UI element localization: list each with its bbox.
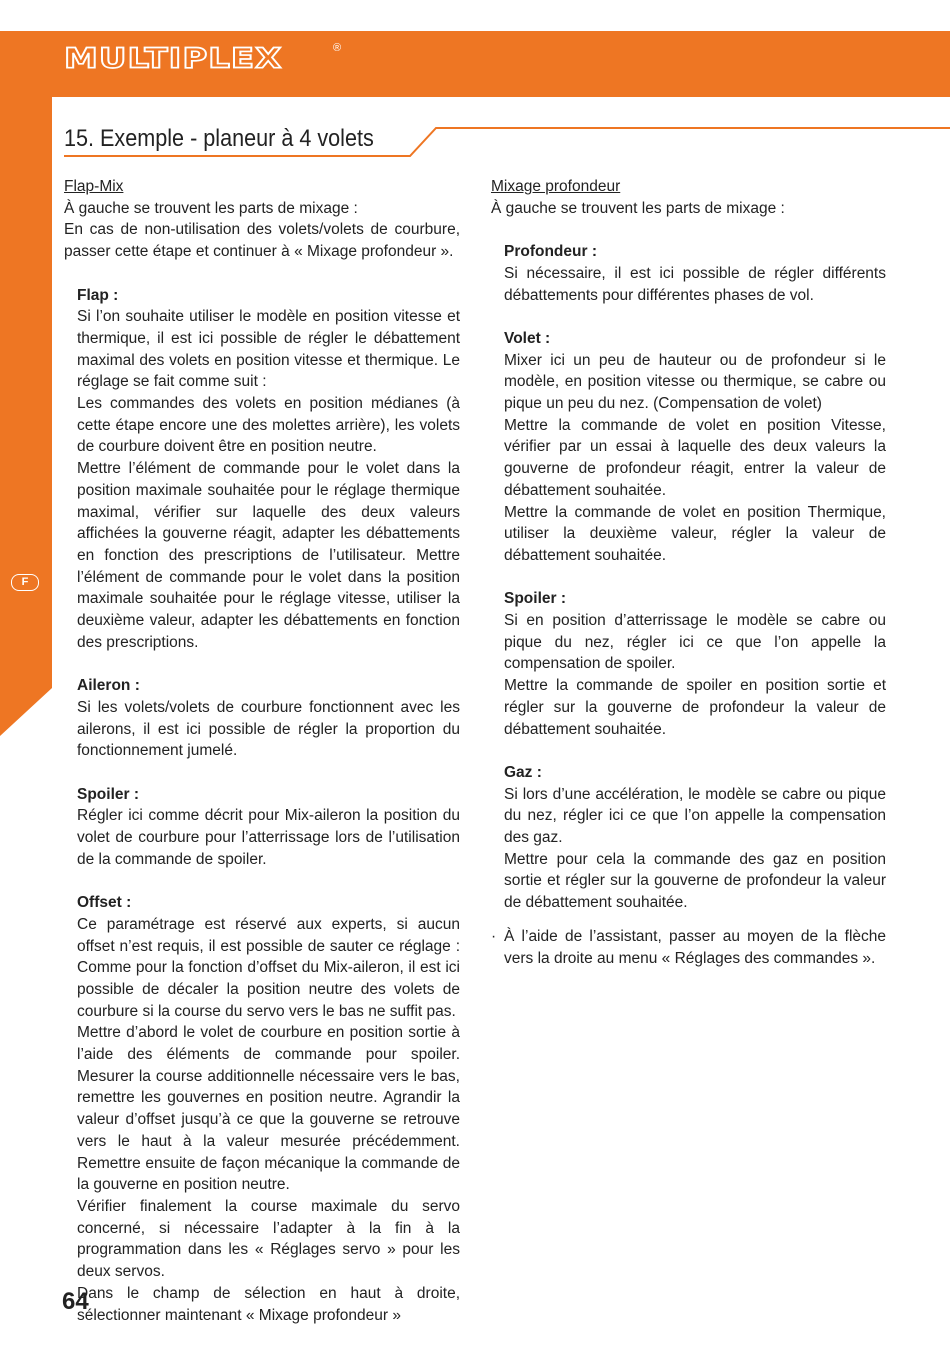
- intro-text: À gauche se trouvent les parts de mixage :: [64, 199, 358, 217]
- paragraph: Mettre d’abord le volet de courbure en position sortie à l’aide des éléments de commande pour spoiler. Mesurer la course additionnelle nécessaire vers le bas, remettre les gouvernes en position neutre. Agrandir la valeur d’offset jusqu’à ce que la gouverne se retrouve vers le haut à la valeur mesurée précédemment. Remettre ensuite de façon mécanique la commande de la gouverne en position neutre.: [77, 1024, 460, 1194]
- section-title: Spoiler :: [77, 785, 140, 803]
- paragraph: Dans le champ de sélection en haut à droite, sélectionner maintenant « Mixage profondeur »: [77, 1284, 460, 1324]
- paragraph: Ce paramétrage est réservé aux experts, si aucun offset n’est requis, il est possible de sauter ce réglage : Comme pour la fonction d’offset du Mix-aileron, il est ici possible de décaler la position neutre des volets de courbure si la course du servo vers le bas ne suffit pas.: [77, 915, 460, 1020]
- side-tab: [0, 96, 52, 736]
- paragraph: Si en position d’atterrissage le modèle se cabre ou pique du nez, régler ici ce que l’on appelle la compensation de spoiler.: [504, 612, 886, 673]
- profondeur-sections: [491, 241, 886, 914]
- section-title: Profondeur :: [504, 243, 597, 261]
- paragraph: Régler ici comme décrit pour Mix-aileron la position du volet de courbure pour l’atterrissage lors de l’utilisation de la commande de spoiler.: [77, 807, 460, 868]
- page-title: 15. Exemple - planeur à 4 volets: [64, 125, 374, 152]
- paragraph: Si l’on souhaite utiliser le modèle en position vitesse et thermique, il est ici possible de régler le débattement maximal des volets en position vitesse et thermique. Le réglage se fait comme suit :: [77, 308, 460, 391]
- registered-mark: ®: [333, 42, 342, 54]
- intro-text: En cas de non-utilisation des volets/volets de courbure, passer cette étape et continuer à « Mixage profondeur ».: [64, 221, 460, 261]
- language-badge: F: [11, 574, 39, 591]
- paragraph: Mettre l’élément de commande pour le volet dans la position maximale souhaitée pour le réglage thermique maximal, vérifier sur laquelle des deux valeurs affichées la gouverne réagit, adapter les débattements en fonction des prescriptions de l’utilisateur. Mettre l’élément de commande pour le volet dans la position maximale souhaitée pour le réglage vitesse, utiliser la deuxième valeur, adapter les débattements en fonction des prescriptions.: [77, 460, 460, 651]
- paragraph: Mettre la commande de volet en position Vitesse, vérifier par un essai à laquelle des deux valeurs la gouverne de profondeur réagit, entrer la valeur de débattement souhaitée.: [504, 416, 886, 499]
- bullet-dot-icon: ·: [491, 927, 497, 945]
- section-title: Volet :: [504, 329, 551, 347]
- section-title: Spoiler :: [504, 590, 567, 608]
- bullet-item: [491, 926, 886, 969]
- paragraph: Si lors d’une accélération, le modèle se cabre ou pique du nez, régler ici ce que l’on appelle la compensation des gaz.: [504, 785, 886, 847]
- section-title: Offset :: [77, 894, 132, 912]
- paragraph: Si nécessaire, il est ici possible de régler différents débattements pour différentes phases de vol.: [504, 264, 886, 304]
- page-number: 64: [62, 1288, 89, 1315]
- paragraph: Vérifier finalement la course maximale du servo concerné, si nécessaire l’adapter à la fin à la programmation dans les « Réglages servo » pour les deux servos.: [77, 1197, 460, 1281]
- flap-mix-heading: Flap-Mix: [64, 178, 124, 195]
- paragraph: Si les volets/volets de courbure fonctionnent avec les ailerons, il est ici possible de régler la proportion du fonctionnement jumelé.: [77, 698, 460, 760]
- left-column: [64, 176, 460, 1326]
- section-title: Flap :: [77, 286, 119, 304]
- flap-section: [64, 285, 460, 1327]
- paragraph: Mettre la commande de volet en position Thermique, utiliser la deuxième valeur, régler la valeur de débattement souhaitée.: [504, 503, 886, 564]
- paragraph: Mettre la commande de spoiler en position sortie et régler sur la gouverne de profondeur la valeur de débattement souhaitée.: [504, 677, 886, 738]
- section-title: Gaz :: [504, 763, 542, 781]
- paragraph: Mettre pour cela la commande des gaz en position sortie et régler sur la gouverne de profondeur la valeur de débattement souhaitée.: [504, 850, 886, 912]
- intro-text: À gauche se trouvent les parts de mixage :: [491, 199, 785, 217]
- paragraph: Les commandes des volets en position médianes (à cette étape encore une des molettes arrière), les volets de courbure doivent être en position neutre.: [77, 395, 460, 456]
- paragraph: Mixer ici un peu de hauteur ou de profondeur si le modèle, en position vitesse ou thermique, se cabre ou pique un peu du nez. (Compensation de volet): [504, 351, 886, 412]
- section-title: Aileron :: [77, 677, 140, 695]
- mixage-profondeur-heading: Mixage profondeur: [491, 178, 621, 195]
- brand-logo: MULTIPLEX: [64, 42, 283, 75]
- bullet-text: À l’aide de l’assistant, passer au moyen de la flèche vers la droite au menu « Réglages des commandes ».: [504, 927, 886, 967]
- right-column: [491, 176, 886, 969]
